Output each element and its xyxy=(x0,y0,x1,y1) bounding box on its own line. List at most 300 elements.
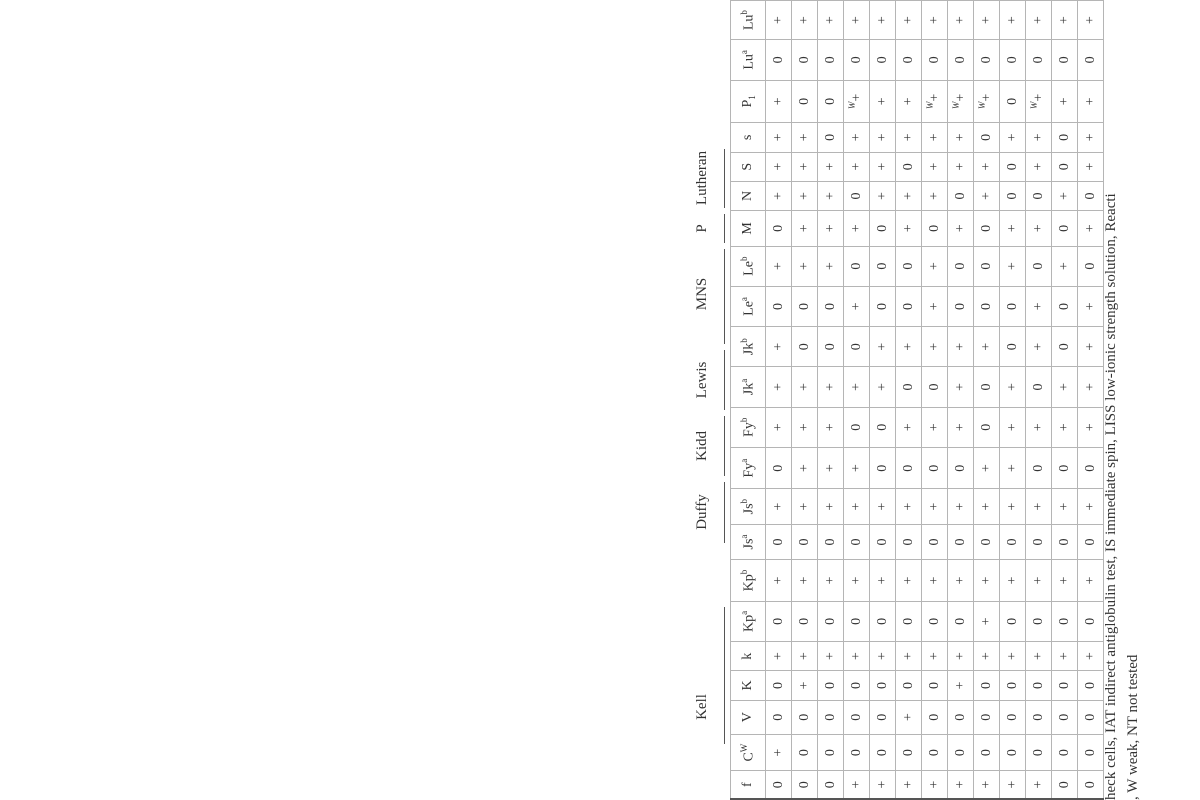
table-cell: + xyxy=(844,286,870,326)
column-header: M xyxy=(731,211,766,246)
table-cell: + xyxy=(818,1,844,40)
table-cell: 0 xyxy=(766,671,792,700)
table-cell: + xyxy=(1078,642,1104,671)
table-cell: 0 xyxy=(896,152,922,181)
table-footnotes xyxy=(1100,0,1144,800)
group-header-kidd: Kidd xyxy=(694,431,710,461)
table-cell: + xyxy=(1078,489,1104,524)
table-cell: 0 xyxy=(1052,40,1078,80)
table-cell: + xyxy=(792,211,818,246)
table-cell: 0 xyxy=(1078,524,1104,559)
table-cell: 0 xyxy=(870,407,896,447)
table-cell: 0 xyxy=(974,246,1000,286)
table-cell: + xyxy=(948,367,974,407)
table-cell: 0 xyxy=(948,524,974,559)
table-cell: + xyxy=(766,1,792,40)
table-cell: 0 xyxy=(1026,181,1052,210)
table-cell: + xyxy=(948,123,974,152)
table-cell: 0 xyxy=(870,601,896,641)
table-cell: 0 xyxy=(1052,327,1078,367)
table-cell: 0 xyxy=(1026,40,1052,80)
table-cell: 0 xyxy=(870,447,896,489)
column-header: s xyxy=(731,123,766,152)
table-cell: 0 xyxy=(922,671,948,700)
table-cell: + xyxy=(844,771,870,799)
table-cell: 0 xyxy=(948,181,974,210)
table-cell: 0 xyxy=(1000,671,1026,700)
table-cell: + xyxy=(948,560,974,602)
table-cell: 0 xyxy=(948,601,974,641)
table-cell: 0 xyxy=(922,447,948,489)
column-header: Js$^b$ xyxy=(731,489,766,524)
table-cell: + xyxy=(974,181,1000,210)
table-cell: 0 xyxy=(1052,700,1078,734)
table-cell: + xyxy=(1026,123,1052,152)
table-cell: + xyxy=(818,642,844,671)
antigram-table xyxy=(730,0,1104,800)
table-cell: + xyxy=(1078,367,1104,407)
table-cell: + xyxy=(974,1,1000,40)
group-header-rule xyxy=(724,416,725,476)
table-cell: 0 xyxy=(792,80,818,123)
column-header-row xyxy=(731,1,766,800)
group-header-p: P xyxy=(694,224,710,233)
column-header: Js$^a$ xyxy=(731,524,766,559)
table-cell: + xyxy=(844,123,870,152)
table-cell: + xyxy=(896,327,922,367)
table-cell: + xyxy=(1052,560,1078,602)
table-cell: + xyxy=(948,407,974,447)
table-cell: 0 xyxy=(792,286,818,326)
table-cell: + xyxy=(1026,286,1052,326)
table-cell: + xyxy=(1052,246,1078,286)
table-cell: + xyxy=(1000,489,1026,524)
table-cell: 0 xyxy=(766,771,792,799)
table-cell: 0 xyxy=(1026,601,1052,641)
table-cell: 0 xyxy=(1078,700,1104,734)
table-cell: 0 xyxy=(818,123,844,152)
table-cell: 0 xyxy=(766,700,792,734)
table-cell: 0 xyxy=(818,700,844,734)
table-cell: 0 xyxy=(1052,771,1078,799)
table-row xyxy=(1052,1,1078,800)
table-cell: + xyxy=(1026,560,1052,602)
table-cell: + xyxy=(766,407,792,447)
table-cell: 0 xyxy=(1026,700,1052,734)
group-header-kell: Kell xyxy=(694,694,710,720)
table-cell: 0 xyxy=(974,407,1000,447)
table-cell: 0 xyxy=(974,524,1000,559)
table-cell: + xyxy=(792,181,818,210)
table-cell: 0 xyxy=(1026,246,1052,286)
table-cell: 0 xyxy=(1078,771,1104,799)
table-cell: + xyxy=(922,771,948,799)
table-cell: 0 xyxy=(948,734,974,771)
table-cell: 0 xyxy=(1026,524,1052,559)
table-row xyxy=(1000,1,1026,800)
table-cell: 0 xyxy=(896,734,922,771)
table-cell: + xyxy=(896,771,922,799)
table-cell: + xyxy=(948,152,974,181)
table-cell: + xyxy=(870,560,896,602)
table-cell: 0 xyxy=(1078,181,1104,210)
table-cell: + xyxy=(922,327,948,367)
table-cell: 0 xyxy=(766,524,792,559)
table-cell: + xyxy=(1026,1,1052,40)
table-cell: $^W$+ xyxy=(844,80,870,123)
table-cell: 0 xyxy=(922,734,948,771)
table-cell: 0 xyxy=(818,327,844,367)
table-cell: 0 xyxy=(948,40,974,80)
table-cell: + xyxy=(974,601,1000,641)
group-header-rule xyxy=(724,149,725,208)
column-header: $C^W$ xyxy=(731,734,766,771)
table-cell: 0 xyxy=(792,524,818,559)
table-cell: 0 xyxy=(974,734,1000,771)
table-cell: 0 xyxy=(844,734,870,771)
table-cell: + xyxy=(974,152,1000,181)
table-cell: + xyxy=(974,489,1000,524)
column-header: $P_1$ xyxy=(731,80,766,123)
footnote-line-2: , W weak, NT not tested xyxy=(1125,654,1141,800)
table-cell: + xyxy=(1052,367,1078,407)
table-cell: + xyxy=(896,123,922,152)
table-cell: + xyxy=(922,152,948,181)
table-cell: + xyxy=(818,560,844,602)
table-cell: 0 xyxy=(844,327,870,367)
table-cell: + xyxy=(948,1,974,40)
table-cell: $^W$+ xyxy=(1026,80,1052,123)
table-cell: + xyxy=(792,671,818,700)
table-cell: + xyxy=(870,1,896,40)
column-header: V xyxy=(731,700,766,734)
table-cell: + xyxy=(766,489,792,524)
table-cell: 0 xyxy=(922,367,948,407)
table-cell: + xyxy=(870,80,896,123)
column-header: Lu$^b$ xyxy=(731,1,766,40)
table-cell: + xyxy=(948,327,974,367)
table-cell: 0 xyxy=(844,671,870,700)
group-header-rule xyxy=(724,249,725,344)
table-cell: + xyxy=(792,642,818,671)
table-cell: 0 xyxy=(896,524,922,559)
table-cell: 0 xyxy=(792,327,818,367)
table-cell: 0 xyxy=(870,246,896,286)
table-cell: 0 xyxy=(1026,367,1052,407)
table-cell: + xyxy=(1052,181,1078,210)
table-cell: 0 xyxy=(844,700,870,734)
table-cell: + xyxy=(896,489,922,524)
table-cell: + xyxy=(870,181,896,210)
table-cell: + xyxy=(1052,489,1078,524)
table-cell: + xyxy=(792,246,818,286)
table-cell: + xyxy=(922,489,948,524)
table-cell: + xyxy=(1078,286,1104,326)
table-cell: 0 xyxy=(818,80,844,123)
table-cell: + xyxy=(896,407,922,447)
table-cell: + xyxy=(766,80,792,123)
table-cell: + xyxy=(766,642,792,671)
table-cell: + xyxy=(922,560,948,602)
table-cell: 0 xyxy=(1052,211,1078,246)
table-cell: + xyxy=(1078,407,1104,447)
table-cell: 0 xyxy=(974,123,1000,152)
table-row xyxy=(896,1,922,800)
table-cell: 0 xyxy=(896,601,922,641)
table-cell: + xyxy=(922,246,948,286)
table-cell: 0 xyxy=(1078,40,1104,80)
table-cell: + xyxy=(870,489,896,524)
table-cell: + xyxy=(870,327,896,367)
table-cell: 0 xyxy=(870,211,896,246)
table-cell: + xyxy=(896,1,922,40)
column-header: Le$^b$ xyxy=(731,246,766,286)
table-cell: + xyxy=(1000,642,1026,671)
table-cell: + xyxy=(1000,211,1026,246)
table-cell: 0 xyxy=(948,447,974,489)
table-cell: + xyxy=(922,642,948,671)
table-cell: 0 xyxy=(922,601,948,641)
table-cell: 0 xyxy=(1052,152,1078,181)
table-cell: + xyxy=(766,327,792,367)
table-cell: + xyxy=(766,152,792,181)
table-cell: 0 xyxy=(818,771,844,799)
table-cell: 0 xyxy=(792,40,818,80)
table-cell: + xyxy=(922,181,948,210)
table-cell: 0 xyxy=(948,286,974,326)
table-cell: + xyxy=(870,642,896,671)
table-cell: + xyxy=(896,181,922,210)
table-cell: + xyxy=(792,407,818,447)
table-cell: 0 xyxy=(1026,671,1052,700)
table-cell: 0 xyxy=(1000,700,1026,734)
table-cell: 0 xyxy=(818,40,844,80)
table-cell: + xyxy=(1026,211,1052,246)
table-cell: + xyxy=(922,1,948,40)
table-cell: 0 xyxy=(1078,447,1104,489)
table-cell: + xyxy=(870,771,896,799)
table-cell: + xyxy=(844,560,870,602)
table-cell: 0 xyxy=(1000,524,1026,559)
group-header-rule xyxy=(724,607,725,744)
table-cell: + xyxy=(792,152,818,181)
rotated-panel xyxy=(600,0,1200,800)
table-cell: 0 xyxy=(974,700,1000,734)
table-cell: + xyxy=(1078,327,1104,367)
table-cell: + xyxy=(1078,1,1104,40)
column-header: Kp$^a$ xyxy=(731,601,766,641)
table-cell: 0 xyxy=(1000,601,1026,641)
table-cell: 0 xyxy=(870,700,896,734)
group-header-lutheran: Lutheran xyxy=(694,150,710,206)
table-cell: + xyxy=(1078,211,1104,246)
table-cell: + xyxy=(844,489,870,524)
table-cell: + xyxy=(896,700,922,734)
table-cell: $^W$+ xyxy=(922,80,948,123)
table-cell: 0 xyxy=(974,40,1000,80)
table-cell: 0 xyxy=(766,601,792,641)
table-cell: + xyxy=(1000,367,1026,407)
table-cell: 0 xyxy=(870,734,896,771)
footnote-line-1: heck cells, IAT indirect antiglobulin test, IS immediate spin, LISS low-ionic strength solution, Reacti xyxy=(1103,193,1119,800)
table-cell: + xyxy=(818,152,844,181)
table-cell: + xyxy=(922,123,948,152)
table-cell: 0 xyxy=(896,367,922,407)
table-cell: + xyxy=(792,560,818,602)
table-cell: + xyxy=(948,642,974,671)
table-cell: + xyxy=(1000,771,1026,799)
group-headers xyxy=(600,0,730,800)
group-header-mns: MNS xyxy=(694,277,710,311)
table-cell: + xyxy=(844,1,870,40)
table-cell: 0 xyxy=(818,671,844,700)
table-cell: 0 xyxy=(1000,286,1026,326)
table-cell: + xyxy=(818,407,844,447)
table-cell: + xyxy=(1000,560,1026,602)
table-cell: + xyxy=(1026,642,1052,671)
table-cell: + xyxy=(1000,447,1026,489)
table-cell: 0 xyxy=(792,771,818,799)
table-cell: + xyxy=(766,181,792,210)
table-cell: + xyxy=(844,367,870,407)
table-cell: + xyxy=(948,671,974,700)
table-cell: 0 xyxy=(896,286,922,326)
table-cell: + xyxy=(1078,80,1104,123)
table-cell: + xyxy=(766,734,792,771)
column-header: Lu$^a$ xyxy=(731,40,766,80)
table-cell: + xyxy=(1000,123,1026,152)
table-cell: 0 xyxy=(948,246,974,286)
column-header: Jk$^a$ xyxy=(731,367,766,407)
table-cell: + xyxy=(896,211,922,246)
table-cell: 0 xyxy=(870,671,896,700)
table-cell: 0 xyxy=(1078,246,1104,286)
column-header: K xyxy=(731,671,766,700)
table-cell: + xyxy=(1052,407,1078,447)
table-cell: + xyxy=(792,123,818,152)
table-row xyxy=(766,1,792,800)
table-cell: 0 xyxy=(870,524,896,559)
table-cell: + xyxy=(974,327,1000,367)
table-cell: 0 xyxy=(818,734,844,771)
table-row xyxy=(948,1,974,800)
table-cell: 0 xyxy=(844,524,870,559)
table-cell: 0 xyxy=(896,671,922,700)
table-cell: + xyxy=(818,211,844,246)
table-cell: 0 xyxy=(1052,286,1078,326)
table-cell: + xyxy=(974,560,1000,602)
table-cell: + xyxy=(1026,489,1052,524)
table-cell: 0 xyxy=(766,286,792,326)
table-cell: + xyxy=(1052,642,1078,671)
table-cell: 0 xyxy=(974,211,1000,246)
column-header: Le$^a$ xyxy=(731,286,766,326)
table-cell: + xyxy=(1026,771,1052,799)
table-cell: 0 xyxy=(1000,734,1026,771)
table-cell: 0 xyxy=(1052,601,1078,641)
column-header: N xyxy=(731,181,766,210)
table-cell: 0 xyxy=(844,407,870,447)
table-cell: 0 xyxy=(922,700,948,734)
table-cell: 0 xyxy=(844,181,870,210)
table-cell: + xyxy=(1026,152,1052,181)
table-cell: 0 xyxy=(818,601,844,641)
table-cell: 0 xyxy=(844,246,870,286)
table-cell: + xyxy=(974,771,1000,799)
table-cell: + xyxy=(766,367,792,407)
table-cell: + xyxy=(1078,123,1104,152)
table-cell: 0 xyxy=(922,211,948,246)
table-cell: + xyxy=(818,489,844,524)
table-cell: + xyxy=(818,181,844,210)
table-cell: + xyxy=(818,367,844,407)
group-header-rule xyxy=(724,482,725,543)
table-cell: + xyxy=(792,1,818,40)
table-cell: + xyxy=(844,211,870,246)
table-cell: 0 xyxy=(1000,181,1026,210)
table-cell: 0 xyxy=(792,601,818,641)
table-cell: + xyxy=(1000,1,1026,40)
table-cell: 0 xyxy=(1078,734,1104,771)
table-cell: + xyxy=(844,152,870,181)
table-cell: 0 xyxy=(1052,447,1078,489)
table-cell: 0 xyxy=(1078,601,1104,641)
table-cell: + xyxy=(1052,80,1078,123)
table-cell: + xyxy=(1026,327,1052,367)
table-cell: 0 xyxy=(974,367,1000,407)
table-row xyxy=(844,1,870,800)
table-row xyxy=(974,1,1000,800)
table-cell: 0 xyxy=(766,211,792,246)
table-cell: + xyxy=(766,560,792,602)
table-cell: 0 xyxy=(896,40,922,80)
table-cell: 0 xyxy=(1026,734,1052,771)
column-header: S xyxy=(731,152,766,181)
table-cell: + xyxy=(766,246,792,286)
table-cell: 0 xyxy=(818,286,844,326)
table-cell: 0 xyxy=(948,700,974,734)
table-cell: 0 xyxy=(870,286,896,326)
table-cell: 0 xyxy=(1052,123,1078,152)
table-cell: 0 xyxy=(766,447,792,489)
table-cell: + xyxy=(766,123,792,152)
table-row xyxy=(792,1,818,800)
table-cell: 0 xyxy=(870,40,896,80)
group-header-duffy: Duffy xyxy=(694,494,710,530)
table-cell: 0 xyxy=(1052,524,1078,559)
table-cell: + xyxy=(844,447,870,489)
table-cell: + xyxy=(1078,152,1104,181)
table-row xyxy=(870,1,896,800)
table-cell: + xyxy=(792,367,818,407)
table-cell: $^W$+ xyxy=(948,80,974,123)
column-header: Fy$^b$ xyxy=(731,407,766,447)
table-cell: + xyxy=(1000,407,1026,447)
table-cell: $^W$+ xyxy=(974,80,1000,123)
table-cell: 0 xyxy=(1052,671,1078,700)
table-cell: + xyxy=(948,771,974,799)
table-cell: + xyxy=(1078,560,1104,602)
table-cell: 0 xyxy=(1000,80,1026,123)
table-cell: 0 xyxy=(1000,327,1026,367)
table-cell: + xyxy=(844,642,870,671)
group-header-lewis: Lewis xyxy=(694,361,710,399)
table-cell: + xyxy=(948,489,974,524)
table-cell: 0 xyxy=(844,601,870,641)
table-cell: 0 xyxy=(922,40,948,80)
column-header: Jk$^b$ xyxy=(731,327,766,367)
table-cell: + xyxy=(896,560,922,602)
